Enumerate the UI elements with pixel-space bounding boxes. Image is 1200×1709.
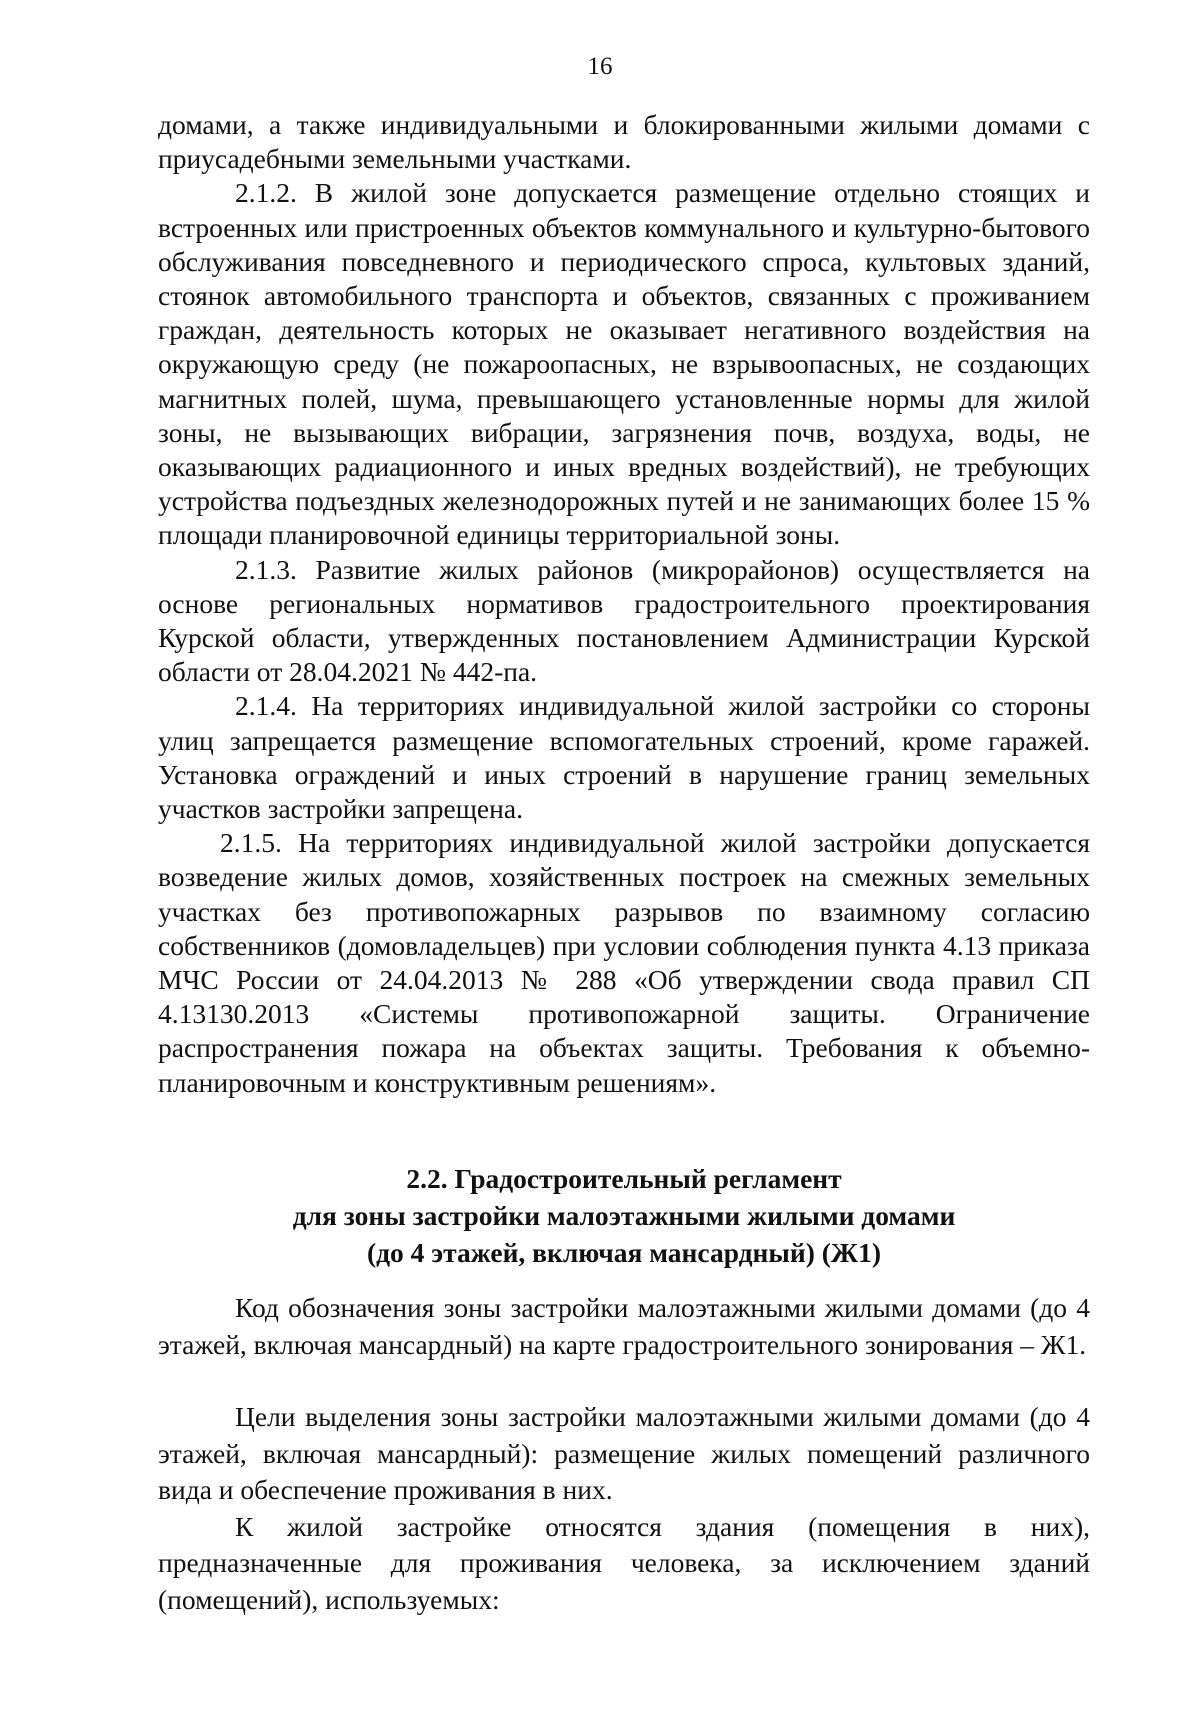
paragraph-2-1-5: 2.1.5. На территориях индивидуальной жилой застройки допускается возведение жилых домов, хозяйственных построек на смежных земельных участках без противопожарных разрывов по взаимному согласию собственников (домовладельцев) при условии соблюдения пункта 4.13 приказа МЧС России от 24.04.2013 № 288 «Об утверждении свода правил СП 4.13130.2013 «Системы противопожарной защиты. Ограничение распространения пожара на объектах защиты. Требования к объемно-планировочным и конструктивным решениям». [158, 827, 1090, 1098]
paragraph-continuation: домами, а также индивидуальными и блокированными жилыми домами с приусадебными земельными участками. [158, 109, 1090, 175]
body-text-top [158, 108, 1090, 1100]
section-heading-line-3: (до 4 этажей, включая мансардный) (Ж1) [366, 1237, 881, 1268]
paragraph-residential-buildings: К жилой застройке относятся здания (помещения в них), предназначенные для проживания человека, за исключением зданий (помещений), используемых: [158, 1510, 1090, 1615]
paragraph-zone-goals: Цели выделения зоны застройки малоэтажными жилыми домами (до 4 этажей, включая мансардный): размещение жилых помещений различного вида и обеспечение проживания в них. [158, 1401, 1090, 1505]
paragraph-2-1-3: 2.1.3. Развитие жилых районов (микрорайонов) осуществляется на основе региональных нормативов градостроительного проектирования Курской области, утвержденных постановлением Администрации Курской области от 28.04.2021 № 442-па. [158, 553, 1090, 688]
paragraph-2-1-2: 2.1.2. В жилой зоне допускается размещение отдельно стоящих и встроенных или пристроенных объектов коммунального и культурно-бытового обслуживания повседневного и периодического спроса, культовых зданий, стоянок автомобильного транспорта и объектов, связанных с проживанием граждан, деятельность которых не оказывает негативного воздействия на окружающую среду (не пожароопасных, не взрывоопасных, не создающих магнитных полей, шума, превышающего установленные нормы для жилой зоны, не вызывающих вибрации, загрязнения почв, воздуха, воды, не оказывающих радиационного и иных вредных воздействий), не требующих устройства подъездных железнодорожных путей и не занимающих более 15 % площади планировочной единицы территориальной зоны. [158, 177, 1090, 551]
paragraph-zone-code: Код обозначения зоны застройки малоэтажными жилыми домами (до 4 этажей, включая мансардный) на карте градостроительного зонирования – Ж1. [158, 1292, 1090, 1360]
page-number: 16 [587, 53, 613, 80]
paragraph-2-1-4: 2.1.4. На территориях индивидуальной жилой застройки со стороны улиц запрещается размещение вспомогательных строений, кроме гаражей. Установка ограждений и иных строений в нарушение границ земельных участков застройки запрещена. [158, 690, 1090, 825]
section-heading [158, 1160, 1090, 1271]
section-heading-line-1: 2.2. Градостроительный регламент [406, 1163, 842, 1194]
body-text-bottom [158, 1290, 1090, 1618]
section-heading-line-2: для зоны застройки малоэтажными жилыми домами [292, 1200, 956, 1231]
